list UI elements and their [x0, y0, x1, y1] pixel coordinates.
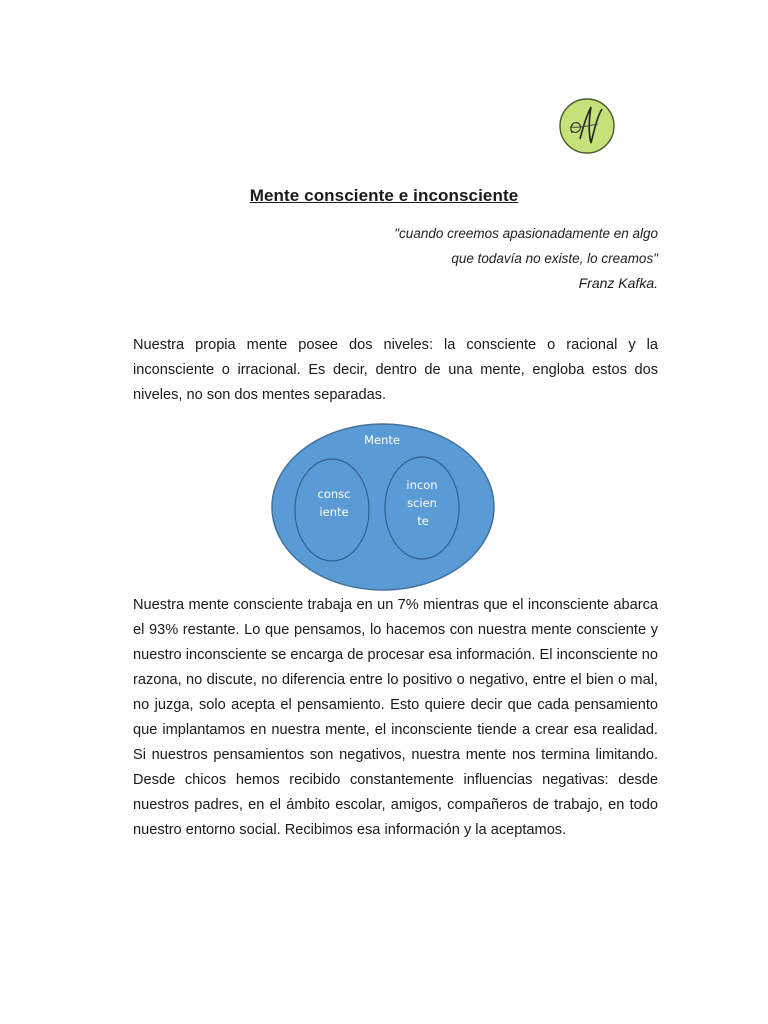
quote-line-2: que todavía no existe, lo creamos" — [451, 251, 658, 266]
unconscious-label-line-1: incon — [406, 478, 438, 492]
page-title: Mente consciente e inconsciente — [249, 186, 519, 205]
paragraph-intro: Nuestra propia mente posee dos niveles: la consciente o racional y la inconsciente o irracional. Es decir, dentro de una mente, engloba estos dos niveles, no son dos mentes separadas. — [133, 337, 658, 403]
quote-line-1: "cuando creemos apasionadamente en algo — [394, 226, 658, 241]
mind-diagram — [268, 421, 498, 593]
conscious-label-line-2: iente — [319, 505, 349, 519]
unconscious-label-line-3: te — [417, 514, 429, 528]
unconscious-label-line-2: scien — [407, 496, 437, 510]
paragraph-body: Nuestra mente consciente trabaja en un 7% mientras que el inconsciente abarca el 93% restante. Lo que pensamos, lo hacemos con nuestra mente consciente y nuestro inconsciente se encarga de procesar esa información. El inconsciente no razona, no discute, no diferencia entre lo positivo o negativo, entre el bien o mal, no juzga, solo acepta el pensamiento. Esto quiere decir que cada pensamiento que implantamos en nuestra mente, el inconsciente tiende a crear esa realidad. Si nuestros pensamientos son negativos, nuestra mente nos termina limitando. Desde chicos hemos recibido constantemente influencias negativas: desde nuestros padres, en el ámbito escolar, amigos, compañeros de trabajo, en todo nuestro entorno social. Recibimos esa información y la aceptamos. — [133, 597, 658, 838]
logo-icon — [558, 97, 616, 155]
conscious-label-line-1: consc — [317, 487, 351, 501]
quote-author: Franz Kafka. — [578, 275, 658, 291]
outer-label: Mente — [364, 433, 400, 447]
outer-mind-ellipse — [272, 424, 494, 590]
